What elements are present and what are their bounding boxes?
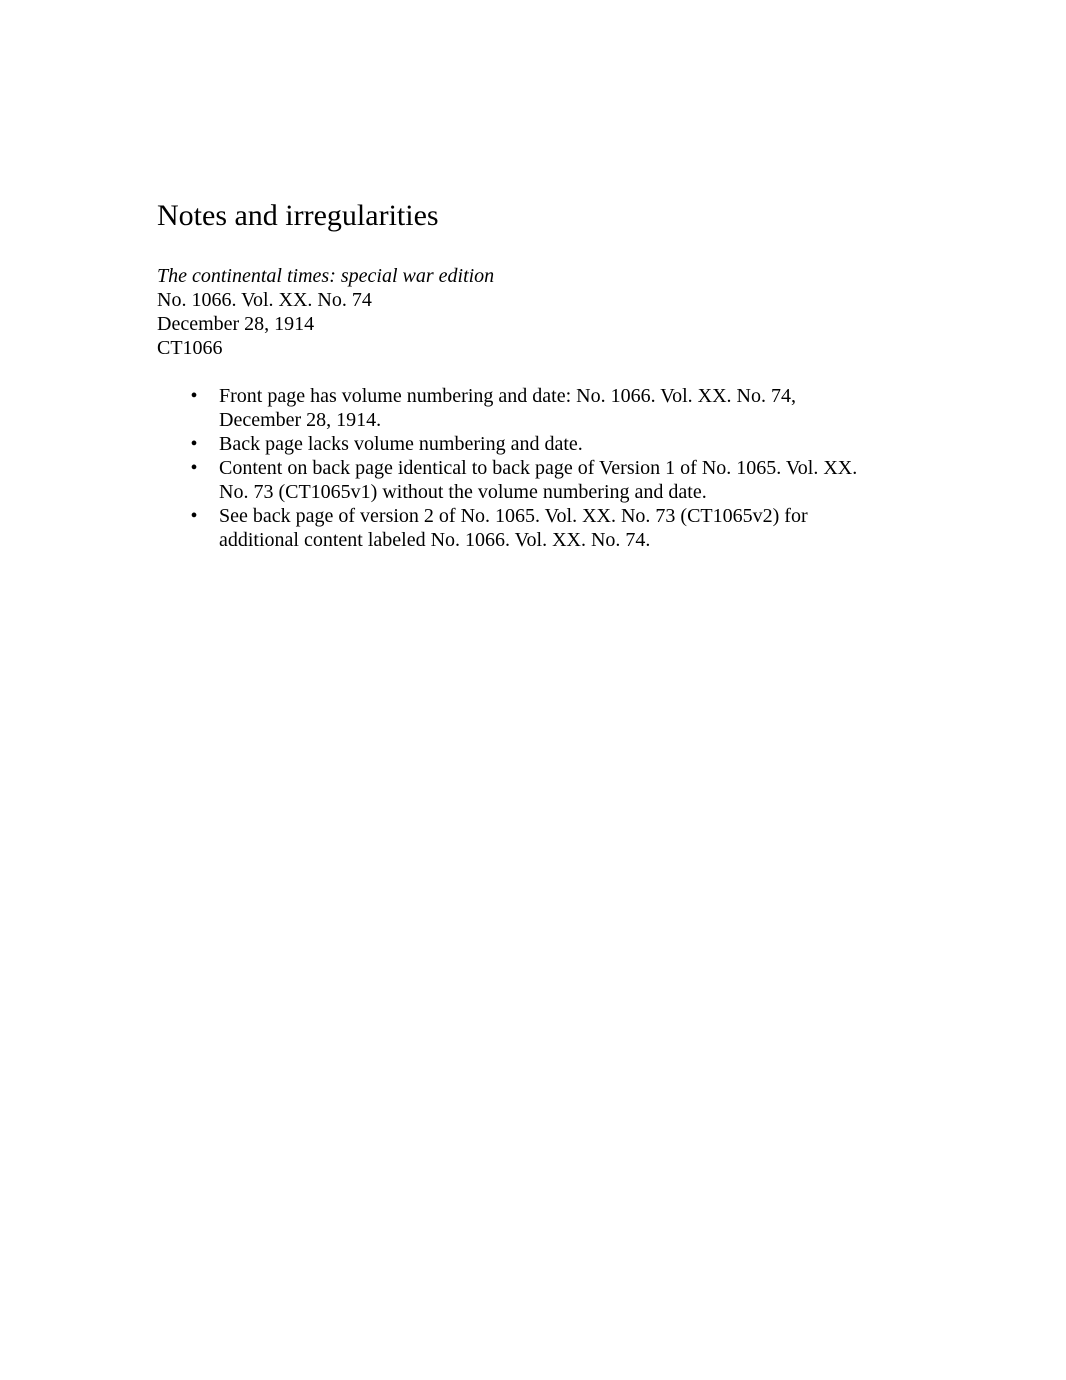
document-content	[157, 197, 917, 552]
publication-title: The continental times: special war edition	[157, 265, 495, 287]
bullet-icon: •	[190, 505, 198, 527]
note-line: additional content labeled No. 1066. Vol. XX. No. 74.	[219, 529, 651, 551]
notes-list	[157, 384, 917, 552]
issue-identifier: CT1066	[157, 337, 223, 359]
note-line: Front page has volume numbering and date: No. 1066. Vol. XX. No. 74,	[219, 385, 796, 407]
page-heading: Notes and irregularities	[157, 199, 439, 232]
note-line: December 28, 1914.	[219, 409, 382, 431]
note-line: Content on back page identical to back page of Version 1 of No. 1065. Vol. XX.	[219, 457, 858, 479]
note-item	[190, 456, 917, 504]
bullet-icon: •	[190, 457, 198, 479]
bullet-icon: •	[190, 433, 198, 455]
note-item	[190, 432, 917, 456]
note-item	[190, 384, 917, 432]
issue-number: No. 1066. Vol. XX. No. 74	[157, 289, 372, 311]
note-line: Back page lacks volume numbering and date.	[219, 433, 583, 455]
issue-metadata	[157, 264, 917, 360]
bullet-icon: •	[190, 385, 198, 407]
issue-date: December 28, 1914	[157, 313, 315, 335]
note-line: No. 73 (CT1065v1) without the volume numbering and date.	[219, 481, 707, 503]
note-line: See back page of version 2 of No. 1065. Vol. XX. No. 73 (CT1065v2) for	[219, 505, 808, 527]
note-item	[190, 504, 917, 552]
